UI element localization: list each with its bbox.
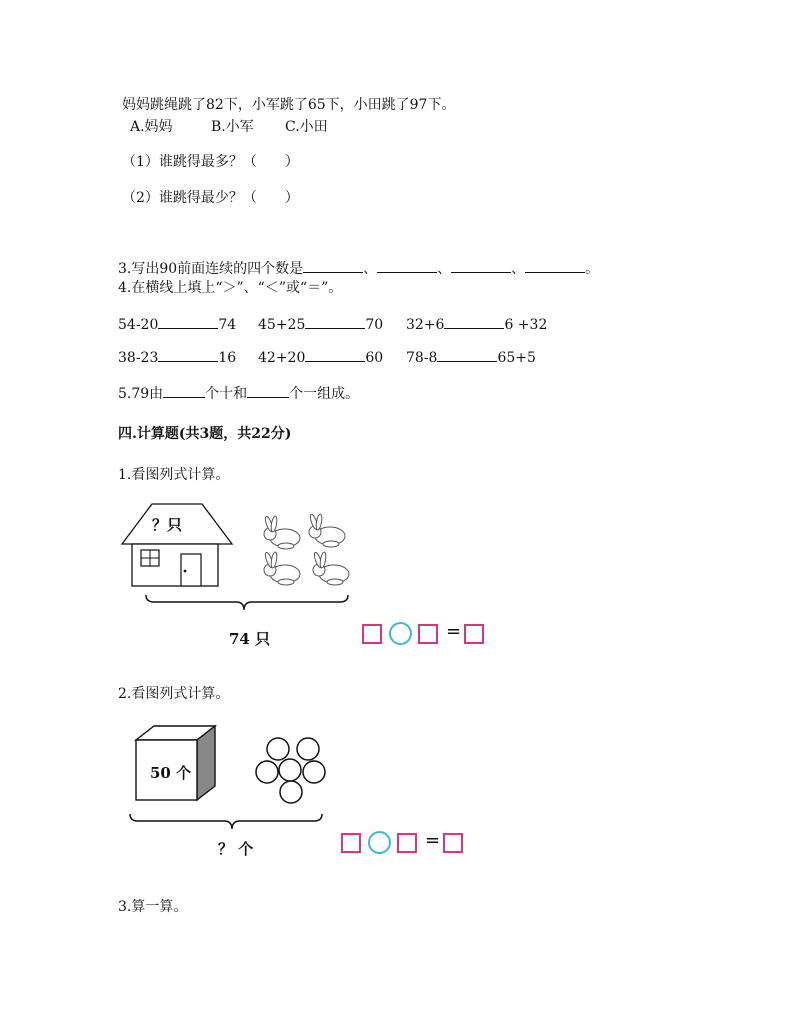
- equals-sign: =: [446, 621, 462, 642]
- compare-right: 70: [365, 317, 384, 333]
- problem-1-title: 1.看图列式计算。: [118, 467, 230, 483]
- compare-left: 54-20: [118, 317, 159, 333]
- answer-square[interactable]: [341, 833, 361, 853]
- answer-blank[interactable]: [303, 258, 363, 273]
- operator-circle[interactable]: [389, 622, 412, 645]
- answer-square[interactable]: [397, 833, 417, 853]
- sub-question-2: （2）谁跳得最少？（ ）: [122, 190, 299, 206]
- compare-item: [118, 347, 236, 366]
- question-4-title: 4.在横线上填上“＞”、“＜”或“＝”。: [118, 280, 343, 296]
- compare-right: 6 +32: [504, 317, 548, 333]
- rabbit-icon: [309, 514, 345, 547]
- compare-item: [258, 314, 383, 333]
- compare-item: [406, 314, 547, 333]
- compare-item: [406, 347, 536, 366]
- option-b: B.小军: [211, 119, 254, 135]
- option-a: A.妈妈: [130, 119, 173, 135]
- section-heading: 四.计算题(共3题，共22分): [118, 426, 292, 442]
- answer-blank[interactable]: [163, 383, 205, 398]
- q5-middle: 个十和: [205, 386, 248, 402]
- brace-icon: [146, 595, 348, 610]
- compare-right: 16: [218, 350, 237, 366]
- house-label: ？只: [152, 516, 183, 534]
- compare-blank[interactable]: [305, 347, 365, 362]
- circle-flower-icon: [256, 738, 325, 803]
- rabbit-icon: [264, 516, 300, 549]
- q5-prefix: 5.79由: [118, 386, 164, 402]
- problem-3-title: 3.算一算。: [118, 899, 188, 915]
- compare-right: 65+5: [497, 350, 536, 366]
- answer-square[interactable]: [443, 833, 463, 853]
- answer-blank[interactable]: [377, 258, 437, 273]
- sub-question-1: （1）谁跳得最多？（ ）: [122, 154, 299, 170]
- brace-icon: [130, 814, 322, 829]
- total-label: 74 只: [229, 630, 271, 648]
- compare-left: 42+20: [258, 350, 306, 366]
- separator: 、: [511, 261, 526, 277]
- compare-left: 45+25: [258, 317, 306, 333]
- compare-right: 60: [365, 350, 384, 366]
- answer-blank[interactable]: [247, 383, 289, 398]
- answer-square[interactable]: [464, 624, 484, 644]
- cube-label: 50 个: [150, 764, 192, 782]
- answer-blank[interactable]: [525, 258, 585, 273]
- rabbit-icon: [264, 552, 300, 585]
- compare-item: [258, 347, 383, 366]
- question-5: [118, 383, 359, 403]
- problem-2-title: 2.看图列式计算。: [118, 686, 230, 702]
- rabbit-icon: [313, 552, 349, 585]
- q3-end: 。: [585, 261, 600, 277]
- answer-square[interactable]: [362, 624, 382, 644]
- compare-left: 38-23: [118, 350, 159, 366]
- answer-blank[interactable]: [451, 258, 511, 273]
- compare-blank[interactable]: [305, 314, 365, 329]
- compare-blank[interactable]: [444, 314, 504, 329]
- option-c: C.小田: [285, 119, 328, 135]
- question-intro: 妈妈跳绳跳了82下，小军跳了65下，小田跳了97下。: [122, 97, 456, 113]
- operator-circle[interactable]: [368, 831, 391, 854]
- compare-item: [118, 314, 236, 333]
- question-3: [118, 258, 599, 278]
- answer-square[interactable]: [418, 624, 438, 644]
- compare-right: 74: [218, 317, 237, 333]
- compare-left: 32+6: [406, 317, 445, 333]
- compare-left: 78-8: [406, 350, 438, 366]
- equals-sign: =: [425, 830, 441, 851]
- compare-blank[interactable]: [437, 347, 497, 362]
- q3-prefix: 3.写出90前面连续的四个数是: [118, 261, 304, 277]
- compare-blank[interactable]: [158, 314, 218, 329]
- total-label: ？ 个: [218, 840, 254, 858]
- separator: 、: [437, 261, 452, 277]
- compare-blank[interactable]: [158, 347, 218, 362]
- q5-suffix: 个一组成。: [289, 386, 360, 402]
- separator: 、: [363, 261, 378, 277]
